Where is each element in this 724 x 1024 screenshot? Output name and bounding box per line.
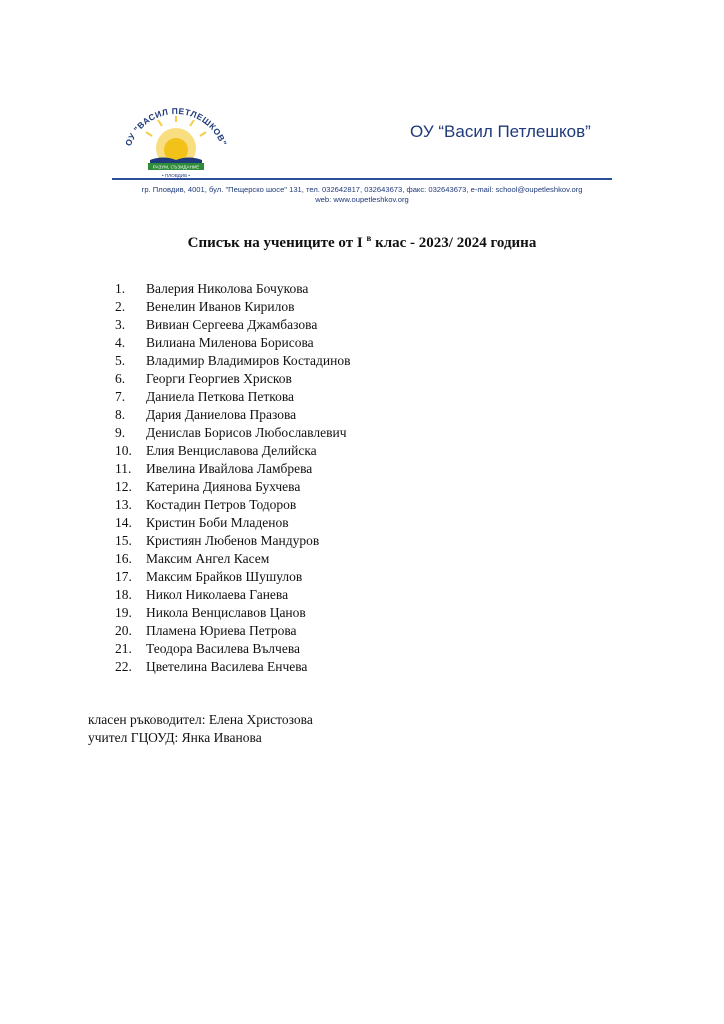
student-number: 20. (115, 623, 132, 638)
school-name: ОУ “Васил Петлешков” (410, 122, 591, 141)
student-list-item (115, 478, 515, 496)
student-list-item (115, 298, 515, 316)
student-name: Владимир Владимиров Костадинов (146, 353, 351, 368)
student-number: 11. (115, 461, 132, 476)
student-number: 14. (115, 515, 132, 530)
student-list-item (115, 604, 515, 622)
student-name: Денислав Борисов Любославлевич (146, 425, 347, 440)
student-list-item (115, 586, 515, 604)
title-suffix: клас - 2023/ 2024 година (371, 235, 537, 251)
student-list-item (115, 496, 515, 514)
title-class-letter: в (366, 233, 372, 243)
student-list-item (115, 514, 515, 532)
student-list-item (115, 280, 515, 298)
student-list-item (115, 532, 515, 550)
student-number: 16. (115, 551, 132, 566)
student-name: Дария Даниелова Празова (146, 407, 297, 422)
staff-info (88, 711, 313, 747)
student-name: Теодора Василева Вълчева (146, 641, 301, 656)
student-number: 8. (115, 407, 126, 422)
student-list-item (115, 388, 515, 406)
student-list-item (115, 370, 515, 388)
title-prefix: Списък на учениците от I (187, 235, 363, 251)
student-name: Валерия Николова Бочукова (146, 281, 309, 296)
student-number: 18. (115, 587, 132, 602)
svg-text:• ПЛОВДИВ •: • ПЛОВДИВ • (161, 173, 191, 178)
student-name: Елия Венциславова Делийска (146, 443, 317, 458)
student-list-item (115, 334, 515, 352)
student-number: 9. (115, 425, 126, 440)
school-logo (112, 100, 240, 180)
svg-text:РАЗУМ, СЪЗИДАНИЕ: РАЗУМ, СЪЗИДАНИЕ (152, 164, 200, 170)
student-list (115, 280, 515, 676)
student-name: Георги Георгиев Хрисков (146, 371, 292, 386)
student-number: 17. (115, 569, 132, 584)
student-name: Пламена Юриева Петрова (146, 623, 297, 638)
student-name: Цветелина Василева Енчева (146, 659, 308, 674)
student-list-item (115, 442, 515, 460)
gcoud-teacher: учител ГЦОУД: Янка Иванова (88, 730, 262, 745)
student-number: 12. (115, 479, 132, 494)
student-number: 19. (115, 605, 132, 620)
student-name: Вивиан Сергеева Джамбазова (146, 317, 318, 332)
student-name: Кристиян Любенов Мандуров (146, 533, 320, 548)
student-name: Венелин Иванов Кирилов (146, 299, 295, 314)
student-list-item (115, 316, 515, 334)
student-name: Максим Ангел Касем (146, 551, 270, 566)
student-name: Катерина Диянова Бухчева (146, 479, 301, 494)
contact-web-line: web: www.oupetleshkov.org (315, 195, 409, 204)
document-title (0, 233, 724, 252)
student-number: 4. (115, 335, 126, 350)
student-list-item (115, 658, 515, 676)
header-divider (112, 178, 612, 180)
student-list-item (115, 622, 515, 640)
student-number: 3. (115, 317, 126, 332)
student-number: 5. (115, 353, 126, 368)
student-number: 6. (115, 371, 126, 386)
contact-address-line: гр. Пловдив, 4001, бул. "Пещерско шосе" 131, тел. 032642817, 032643673, факс: 032643673, e-mail: school@oupetleshkov.org (141, 185, 583, 194)
student-name: Костадин Петров Тодоров (146, 497, 297, 512)
contact-info (112, 185, 612, 205)
student-number: 15. (115, 533, 132, 548)
student-list-item (115, 460, 515, 478)
student-number: 22. (115, 659, 132, 674)
student-name: Максим Брайков Шушулов (146, 569, 303, 584)
student-list-item (115, 568, 515, 586)
student-number: 2. (115, 299, 126, 314)
student-list-item (115, 640, 515, 658)
student-list-item (115, 406, 515, 424)
student-name: Никол Николаева Ганева (146, 587, 289, 602)
class-teacher: класен ръководител: Елена Христозова (88, 712, 313, 727)
student-name: Вилиана Миленова Борисова (146, 335, 314, 350)
student-name: Кристин Боби Младенов (146, 515, 289, 530)
student-name: Ивелина Ивайлова Ламбрева (146, 461, 313, 476)
student-list-item (115, 352, 515, 370)
student-name: Даниела Петкова Петкова (146, 389, 295, 404)
student-number: 7. (115, 389, 126, 404)
student-list-item (115, 550, 515, 568)
student-number: 1. (115, 281, 126, 296)
student-number: 13. (115, 497, 132, 512)
svg-text:ОУ "ВАСИЛ ПЕТЛЕШКОВ": ОУ "ВАСИЛ ПЕТЛЕШКОВ" (123, 105, 229, 148)
student-name: Никола Венциславов Цанов (146, 605, 306, 620)
student-number: 10. (115, 443, 132, 458)
student-number: 21. (115, 641, 132, 656)
student-list-item (115, 424, 515, 442)
